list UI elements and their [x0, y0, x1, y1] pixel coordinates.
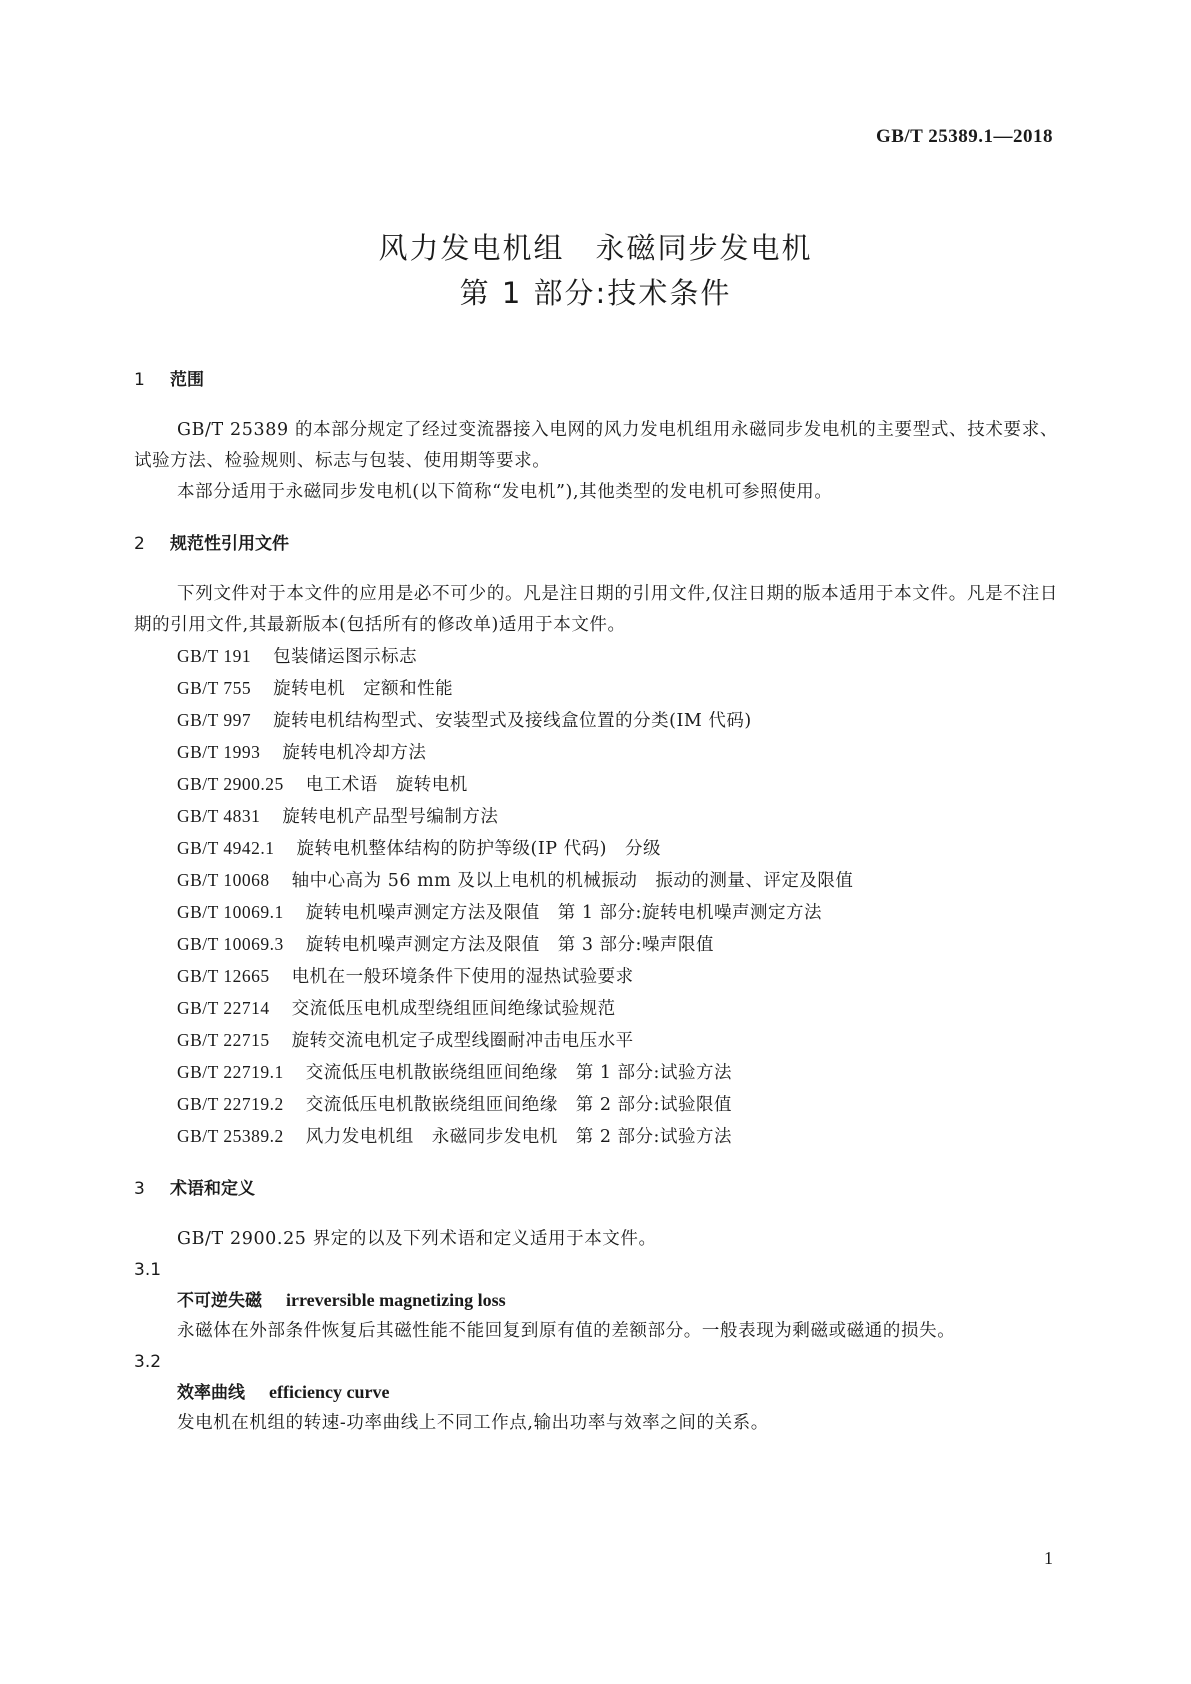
reference-item: [134, 1025, 1058, 1057]
reference-title: 旋转电机噪声测定方法及限值 第 1 部分:旋转电机噪声测定方法: [305, 903, 822, 923]
reference-code: GB/T 22719.2: [177, 1094, 284, 1114]
reference-item: [134, 801, 1058, 833]
term-definition: 发电机在机组的转速-功率曲线上不同工作点,输出功率与效率之间的关系。: [177, 1413, 769, 1433]
reference-item: [134, 769, 1058, 801]
term-title: [134, 1285, 1058, 1316]
reference-title: 交流低压电机成型绕组匝间绝缘试验规范: [291, 999, 616, 1019]
reference-code: GB/T 1993: [177, 742, 261, 762]
reference-title: 旋转电机整体结构的防护等级(IP 代码) 分级: [296, 839, 661, 859]
reference-code: GB/T 25389.2: [177, 1126, 284, 1146]
standard-code: GB/T 25389.1—2018: [875, 126, 1053, 147]
reference-item: [134, 737, 1058, 769]
reference-item: [134, 1121, 1058, 1153]
reference-title: 旋转电机产品型号编制方法: [282, 807, 499, 827]
reference-list: [134, 641, 1058, 1153]
paragraph: 下列文件对于本文件的应用是必不可少的。凡是注日期的引用文件,仅注日期的版本适用于本文件。凡是不注日期的引用文件,其最新版本(包括所有的修改单)适用于本文件。: [134, 584, 1058, 635]
reference-item: [134, 961, 1058, 993]
paragraph: GB/T 25389 的本部分规定了经过变流器接入电网的风力发电机组用永磁同步发电机的主要型式、技术要求、试验方法、检验规则、标志与包装、使用期等要求。: [134, 420, 1058, 471]
paragraph: 本部分适用于永磁同步发电机(以下简称“发电机”),其他类型的发电机可参照使用。: [177, 482, 833, 502]
section-title: 术语和定义: [170, 1179, 255, 1199]
reference-code: GB/T 755: [177, 678, 252, 698]
reference-code: GB/T 10069.3: [177, 934, 284, 954]
term-entry: [134, 1347, 1058, 1439]
reference-title: 电机在一般环境条件下使用的湿热试验要求: [291, 967, 634, 987]
reference-title: 旋转交流电机定子成型线圈耐冲击电压水平: [291, 1031, 634, 1051]
section-number: 2: [134, 534, 145, 554]
reference-code: GB/T 2900.25: [177, 774, 284, 794]
section-number: 3: [134, 1179, 145, 1199]
term-definition: 永磁体在外部条件恢复后其磁性能不能回复到原有值的差额部分。一般表现为剩磁或磁通的损失。: [177, 1321, 956, 1341]
reference-code: GB/T 10069.1: [177, 902, 284, 922]
term-title: [134, 1377, 1058, 1408]
reference-code: GB/T 22714: [177, 998, 270, 1018]
reference-title: 旋转电机 定额和性能: [273, 679, 454, 699]
reference-item: [134, 929, 1058, 961]
section-heading-terms: [134, 1177, 1058, 1201]
reference-title: 旋转电机结构型式、安装型式及接线盒位置的分类(IM 代码): [273, 711, 752, 731]
reference-item: [134, 1089, 1058, 1121]
reference-code: GB/T 4831: [177, 806, 261, 826]
reference-code: GB/T 10068: [177, 870, 270, 890]
reference-item: [134, 673, 1058, 705]
term-entry: [134, 1255, 1058, 1347]
section-heading-normative-refs: [134, 532, 1058, 556]
term-number: 3.2: [134, 1352, 162, 1372]
reference-item: [134, 897, 1058, 929]
section-heading-scope: [134, 368, 1058, 392]
reference-code: GB/T 997: [177, 710, 252, 730]
paragraph: GB/T 2900.25 界定的以及下列术语和定义适用于本文件。: [177, 1229, 657, 1249]
section-title: 范围: [170, 370, 204, 390]
reference-item: [134, 1057, 1058, 1089]
title-line-2: 第 1 部分:技术条件: [459, 276, 732, 310]
document-body: [134, 368, 1058, 1439]
reference-title: 交流低压电机散嵌绕组匝间绝缘 第 1 部分:试验方法: [305, 1063, 732, 1083]
reference-code: GB/T 22719.1: [177, 1062, 284, 1082]
reference-code: GB/T 4942.1: [177, 838, 275, 858]
section-title: 规范性引用文件: [170, 534, 289, 554]
section-number: 1: [134, 370, 145, 390]
reference-code: GB/T 191: [177, 646, 252, 666]
term-zh: 不可逆失磁: [177, 1291, 262, 1311]
reference-code: GB/T 12665: [177, 966, 270, 986]
reference-code: GB/T 22715: [177, 1030, 270, 1050]
term-en: efficiency curve: [269, 1382, 390, 1402]
reference-item: [134, 833, 1058, 865]
title-line-1: 风力发电机组 永磁同步发电机: [378, 231, 813, 265]
term-zh: 效率曲线: [177, 1383, 245, 1403]
reference-item: [134, 865, 1058, 897]
document-title: [0, 226, 1191, 316]
reference-title: 旋转电机冷却方法: [282, 743, 427, 763]
page-number: 1: [1044, 1548, 1053, 1568]
term-number: 3.1: [134, 1260, 162, 1280]
reference-title: 风力发电机组 永磁同步发电机 第 2 部分:试验方法: [305, 1127, 732, 1147]
reference-title: 包装储运图示标志: [273, 647, 418, 667]
reference-title: 电工术语 旋转电机: [305, 775, 468, 795]
reference-item: [134, 705, 1058, 737]
reference-item: [134, 641, 1058, 673]
term-en: irreversible magnetizing loss: [286, 1290, 506, 1310]
reference-title: 交流低压电机散嵌绕组匝间绝缘 第 2 部分:试验限值: [305, 1095, 732, 1115]
reference-title: 旋转电机噪声测定方法及限值 第 3 部分:噪声限值: [305, 935, 714, 955]
reference-title: 轴中心高为 56 mm 及以上电机的机械振动 振动的测量、评定及限值: [291, 871, 854, 891]
reference-item: [134, 993, 1058, 1025]
